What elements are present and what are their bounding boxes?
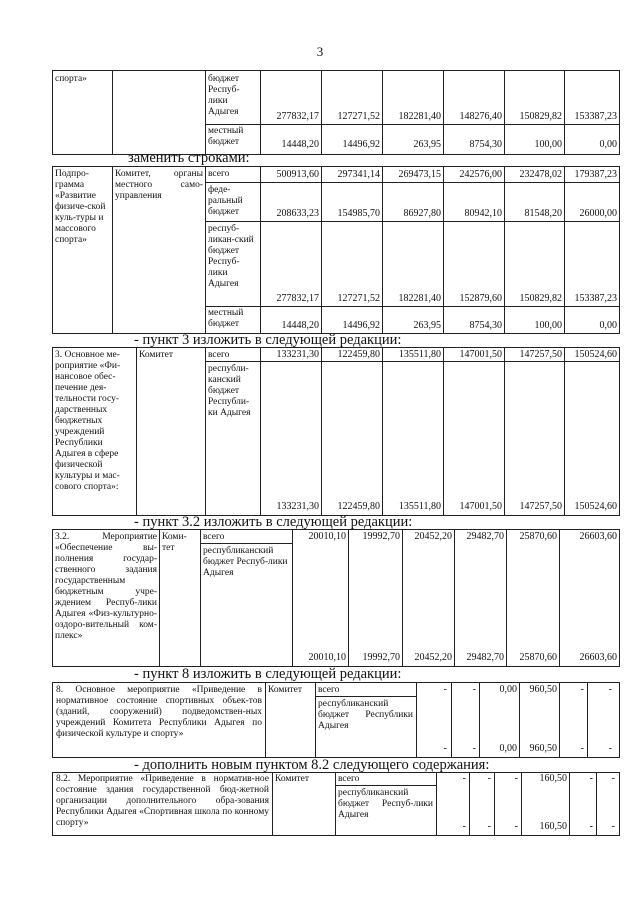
table-cell: 179387,23: [574, 169, 617, 180]
table-cell: 960,50: [529, 743, 557, 754]
row-label: респуб-ликан-ский бюджет Респуб-лики Адыгея: [208, 224, 254, 289]
table-cell: 297341,14: [337, 169, 380, 180]
table-subprogram: [52, 166, 620, 334]
section-heading: - пункт 3.2 изложить в следующей редакции:: [134, 514, 413, 530]
table-cell: 20010,10: [308, 531, 346, 542]
table-cell: -: [514, 773, 518, 784]
table-cell: 14448,20: [281, 320, 319, 331]
table-cell: 152879,60: [459, 293, 502, 304]
table-cell: 29482,70: [466, 652, 504, 663]
table-cell: -: [514, 821, 518, 832]
table-cell: 147001,50: [459, 349, 502, 360]
table-cell: 208633,23: [276, 208, 319, 219]
table-cell: -: [462, 821, 466, 832]
table-cell: 0,00: [599, 139, 617, 150]
table-cell: 26000,00: [579, 208, 617, 219]
table-cell: 263,95: [413, 320, 441, 331]
row-label: местный бюджет: [208, 126, 244, 147]
table-cell: 127271,52: [337, 111, 380, 122]
table-cell: 86927,80: [403, 208, 441, 219]
table-item-8: [52, 682, 620, 758]
table-cell: 25870,60: [519, 531, 557, 542]
section-heading: - пункт 3 изложить в следующей редакции:: [134, 332, 402, 348]
table-cell: -: [472, 743, 476, 754]
table-cell: -: [472, 684, 476, 695]
table-cell: 26603,60: [579, 531, 617, 542]
table-cell: 100,00: [534, 139, 562, 150]
program-name: спорта»: [55, 74, 87, 84]
row-label: республиканский бюджет Респуб-лики Адыгея: [338, 788, 433, 820]
measure-name: 8. Основное мероприятие «Приведение в нормативное состояние спортивных объек-тов (зданий, сооружений) подведомствен-ных учреждений Комитета Республики Адыгея по физической культуре и спорту»: [56, 685, 262, 739]
table-cell: 150524,60: [574, 501, 617, 512]
table-continuation: [52, 70, 620, 155]
table-cell: 127271,52: [337, 293, 380, 304]
table-cell: 14448,20: [281, 139, 319, 150]
table-cell: 182281,40: [398, 293, 441, 304]
row-label: бюджет Респуб-лики Адыгея: [208, 74, 240, 117]
section-heading: - дополнить новым пунктом 8.2 следующего содержания:: [134, 757, 490, 773]
row-label: всего: [338, 774, 360, 784]
table-cell: 154985,70: [337, 208, 380, 219]
table-cell: 277832,17: [276, 111, 319, 122]
table-cell: -: [443, 743, 447, 754]
table-cell: -: [611, 773, 615, 784]
table-cell: 150829,82: [519, 111, 562, 122]
table-item-3: [52, 347, 620, 516]
table-cell: -: [487, 821, 491, 832]
table-cell: 148276,40: [459, 111, 502, 122]
table-cell: 19992,70: [362, 652, 400, 663]
executor: Коми-тет: [162, 532, 187, 553]
table-cell: 20452,20: [414, 652, 452, 663]
table-cell: 20452,20: [414, 531, 452, 542]
table-cell: 8754,30: [469, 320, 502, 331]
table-cell: -: [611, 821, 615, 832]
table-cell: 182281,40: [398, 111, 441, 122]
section-heading: заменить строками:: [128, 150, 250, 166]
table-cell: 269473,15: [398, 169, 441, 180]
table-cell: 0,00: [599, 320, 617, 331]
row-label: всего: [208, 169, 230, 179]
table-cell: 8754,30: [469, 139, 502, 150]
table-cell: 19992,70: [362, 531, 400, 542]
table-cell: 122459,80: [337, 501, 380, 512]
row-label: республи-канский бюджет Республи-ки Адыгея: [208, 364, 251, 418]
table-cell: -: [608, 684, 612, 695]
table-cell: 135511,80: [398, 501, 441, 512]
table-cell: -: [462, 773, 466, 784]
executor: Комитет, органы местного само-управления: [115, 169, 203, 201]
table-item-3-2: [52, 529, 620, 667]
table-cell: 263,95: [413, 139, 441, 150]
table-cell: 232478,02: [519, 169, 562, 180]
table-cell: 960,50: [529, 684, 557, 695]
table-cell: 0,00: [499, 743, 517, 754]
table-cell: 20010,10: [308, 652, 346, 663]
measure-name: 3. Основное ме-роприятие «Фи-нансовое обес-печение дея-тельности госу-дарственных бюджетных учреждений Республики Адыгея в сфере физической культуры и мас-сового спорта»:: [55, 350, 121, 492]
row-label: республиканский бюджет Республики Адыгея: [318, 699, 413, 731]
table-cell: 135511,80: [398, 349, 441, 360]
table-cell: 160,50: [539, 821, 567, 832]
measure-name: 3.2. Мероприятие «Обеспечение вы-полнения государ-ственного задания государственным бюджетным учре-ждением Респуб-лики Адыгея «Физ-культурно-оздоро-вительный ком-плекс»: [55, 532, 157, 641]
table-cell: 147257,50: [519, 349, 562, 360]
table-cell: 147001,50: [459, 501, 502, 512]
table-cell: -: [589, 821, 593, 832]
table-cell: -: [443, 684, 447, 695]
row-label: всего: [208, 350, 230, 360]
row-label: всего: [318, 685, 340, 695]
table-cell: 100,00: [534, 320, 562, 331]
table-item-8-2: [52, 772, 620, 836]
table-cell: 133231,30: [276, 501, 319, 512]
program-name: Подпро-грамма «Развитие физиче-ской куль-туры и массового спорта»: [55, 169, 106, 245]
table-cell: 0,00: [499, 684, 517, 695]
table-cell: 14496,92: [342, 139, 380, 150]
page-number: 3: [316, 44, 324, 59]
measure-name: 8.2. Мероприятие «Приведение в норматив-ное состояние здания государственной бюд-жетной организации дополнительного обра-зования Республики Адыгея «Спортивная школа по конному спорту»: [56, 774, 269, 828]
section-heading: - пункт 8 изложить в следующей редакции:: [134, 666, 402, 682]
table-cell: 277832,17: [276, 293, 319, 304]
table-cell: 29482,70: [466, 531, 504, 542]
table-cell: 14496,92: [342, 320, 380, 331]
table-cell: 242576,00: [459, 169, 502, 180]
executor: Комитет: [139, 350, 174, 360]
table-cell: 153387,23: [574, 293, 617, 304]
table-cell: 122459,80: [337, 349, 380, 360]
executor: Комитет: [275, 774, 310, 784]
table-cell: -: [608, 743, 612, 754]
table-cell: 160,50: [539, 773, 567, 784]
table-cell: 147257,50: [519, 501, 562, 512]
table-cell: 150829,82: [519, 293, 562, 304]
row-label: всего: [203, 532, 225, 542]
row-label: местный бюджет: [208, 308, 244, 329]
table-cell: 500913,60: [276, 169, 319, 180]
row-label: республиканский бюджет Респуб-лики Адыгея: [203, 546, 288, 578]
table-cell: 26603,60: [579, 652, 617, 663]
table-cell: 25870,60: [519, 652, 557, 663]
table-cell: -: [580, 743, 584, 754]
table-cell: 80942,10: [464, 208, 502, 219]
row-label: феде-ральный бюджет: [208, 185, 243, 217]
table-cell: 153387,23: [574, 111, 617, 122]
table-cell: -: [580, 684, 584, 695]
table-cell: -: [589, 773, 593, 784]
executor: Комитет: [268, 685, 303, 695]
table-cell: 133231,30: [276, 349, 319, 360]
table-cell: 150524,60: [574, 349, 617, 360]
table-cell: -: [487, 773, 491, 784]
table-cell: 81548,20: [524, 208, 562, 219]
